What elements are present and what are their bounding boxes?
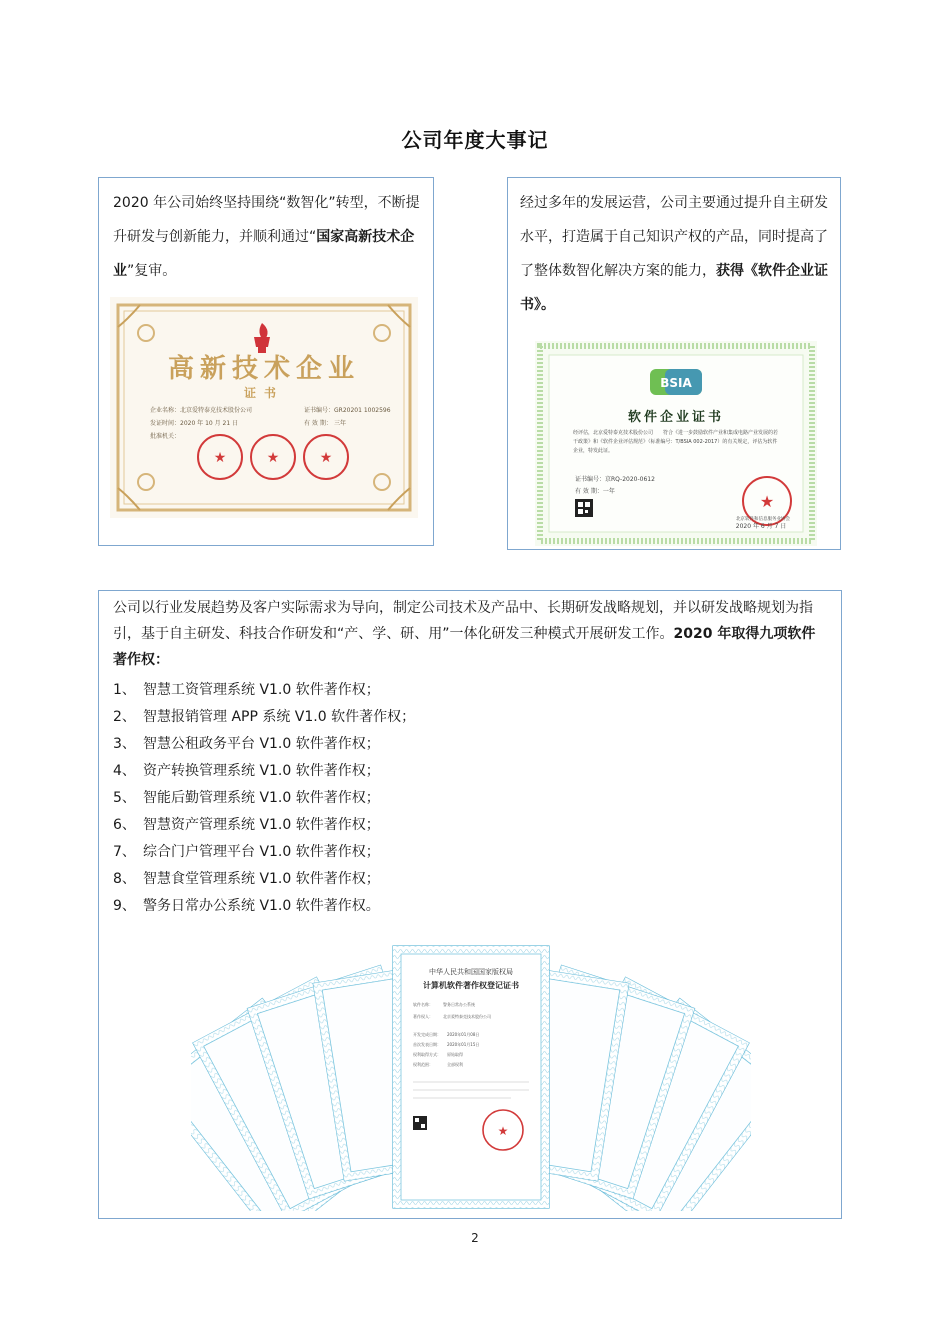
page-number: 2 [471,1231,479,1245]
copyright-cert-field-label: 权利取得方式： [413,1052,441,1057]
copyright-cert-field-value: 北京爱特泰克技术股份公司 [443,1014,491,1019]
copyright-certificates-fan-image [191,936,751,1211]
copyright-intro-paragraph [113,595,829,673]
software-certificate-body: 经评估，北京爱特泰克技术股份公司 符合《进一步鼓励软件产业和集成电路产业发展的若干政策》和《软件企业评估规范》（标准编号：T/BSIA 002-2017）的有关规定，评估为软件企业，特发此证。 [573,430,779,454]
list-item-number: 9、 [113,898,136,914]
high-tech-bold-text: 国家高新技术企业 [113,229,415,279]
copyright-cert-field-label: 开发完成日期： [413,1032,441,1037]
copyright-intro-text: 公司以行业发展趋势及客户实际需求为导向，制定公司技术及产品中、长期研发战略规划，并以研发战略规划为指引，基于自主研发、科技合作研发和“产、学、研、用”一体化研发三种模式开展研发工作。 [113,600,813,642]
software-certificate-issuer: 北京软件和信息服务业协会 [736,517,790,522]
copyright-cert-field-value: 警务日常办公系统 [443,1002,475,1007]
list-item-text: 智慧食堂管理系统 V1.0 软件著作权； [143,871,380,887]
list-item-number: 3、 [113,736,136,752]
qr-code-icon [575,499,593,517]
list-item [113,866,813,893]
copyright-cert-field-value: 2020年01月15日 [447,1042,480,1047]
software-copyright-section [98,590,842,1219]
high-tech-text: 2020 年公司始终坚持围绕“数智化”转型，不断提升研发与创新能力，并顺利通过“ [113,195,420,245]
software-certificate-number: 证书编号：京RQ-2020-0612 [575,476,655,483]
cert-field-label: 证书编号： [304,407,335,414]
list-item [113,839,813,866]
software-certificate-title: 软件企业证书 [627,410,725,425]
qr-code-icon [413,1116,427,1130]
list-item-text: 资产转换管理系统 V1.0 软件著作权； [143,763,380,779]
list-item-number: 8、 [113,871,136,887]
list-item-number: 4、 [113,763,136,779]
copyright-cert-header: 中华人民共和国国家版权局 [429,968,513,976]
list-item-text: 智能后勤管理系统 V1.0 软件著作权； [143,790,380,806]
copyright-cert-title: 计算机软件著作权登记证书 [423,980,519,990]
high-tech-certificate-image [110,297,418,518]
cert-field-value: GR20201 1002596 [334,407,391,414]
software-certificate-validity: 有 效 期：一年 [575,488,615,495]
high-tech-text-end: ”复审。 [127,263,177,279]
copyright-cert-field-value: 原始取得 [447,1052,463,1057]
copyright-cert-field-value: 2020年01月08日 [447,1032,480,1037]
list-item-number: 7、 [113,844,136,860]
copyright-cert-field-label: 权利范围： [413,1062,433,1067]
list-item [113,677,813,704]
page-title: 公司年度大事记 [401,128,549,152]
cert-field-label: 发证时间： [150,420,181,427]
list-item-number: 1、 [113,682,136,698]
list-item-text: 智慧工资管理系统 V1.0 软件著作权； [143,682,380,698]
list-item-text: 智慧报销管理 APP 系统 V1.0 软件著作权； [143,709,416,725]
cert-field-value: 北京爱特泰克技术股份公司 [180,407,253,414]
svg-text:★: ★ [266,450,280,466]
high-tech-enterprise-section [98,177,434,546]
cert-field-label: 企业名称： [150,407,181,414]
svg-text:★: ★ [759,492,775,511]
list-item [113,785,813,812]
bsia-logo-icon [650,369,702,395]
svg-text:★: ★ [497,1124,509,1138]
copyright-intro-bold-text: 2020 年取得九项软件著作权： [113,626,816,668]
copyright-cert-field-label: 软件名称： [413,1002,433,1007]
svg-text:★: ★ [213,450,227,466]
high-tech-certificate-subtitle: 证书 [243,386,285,400]
copyright-cert-field-value: 全部权利 [447,1062,463,1067]
software-enterprise-section [507,177,841,550]
list-item-number: 5、 [113,790,136,806]
list-item [113,893,813,920]
bsia-logo-text: BSIA [660,376,692,390]
high-tech-certificate-title: 高新技术企业 [167,354,361,384]
copyright-cert-field-label: 首次发表日期： [413,1042,441,1047]
software-enterprise-bold-text: 获得《软件企业证书》。 [520,263,828,313]
cert-field-value: 2020 年 10 月 21 日 [180,420,239,427]
list-item-text: 智慧资产管理系统 V1.0 软件著作权； [143,817,380,833]
high-tech-paragraph [113,186,423,288]
software-enterprise-paragraph [520,186,832,322]
cert-field-label: 有 效 期： [304,420,332,427]
list-item-number: 6、 [113,817,136,833]
list-item-text: 警务日常办公系统 V1.0 软件著作权。 [143,898,380,914]
list-item-text: 综合门户管理平台 V1.0 软件著作权； [143,844,380,860]
software-enterprise-certificate-image [535,341,817,546]
software-certificate-date: 2020 年 6 月 7 日 [735,523,787,530]
list-item [113,704,813,731]
copyright-cert-field-label: 著作权人： [413,1014,433,1019]
list-item-number: 2、 [113,709,136,725]
software-enterprise-text: 经过多年的发展运营，公司主要通过提升自主研发水平，打造属于自己知识产权的产品，同时提高了了整体数智化解决方案的能力， [520,195,828,279]
list-item [113,812,813,839]
svg-text:★: ★ [319,450,333,466]
cert-field-value: 三年 [334,420,347,427]
list-item [113,731,813,758]
list-item-text: 智慧公租政务平台 V1.0 软件著作权； [143,736,380,752]
copyright-list [113,677,813,920]
cert-field-label: 批准机关： [150,433,181,440]
list-item [113,758,813,785]
